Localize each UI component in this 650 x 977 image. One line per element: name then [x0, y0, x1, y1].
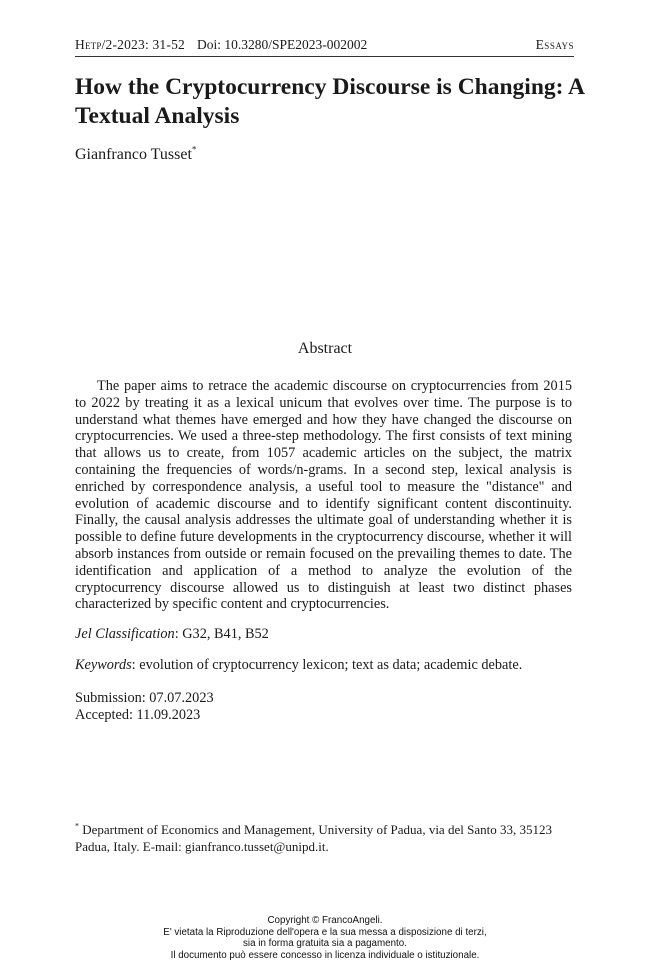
- footnote-mark: *: [75, 821, 79, 831]
- abstract-body: The paper aims to retrace the academic discourse on cryptocurrencies from 2015 to 2022 by treating it as a lexical unicum that evolves over time. The purpose is to understand what themes have emerged and how they have changed the discourse on cryptocurrencies. We used a three-step methodology. The first consists of text mining that allows us to create, from 1057 academic articles on the subject, the matrix containing the frequencies of words/n-grams. In a second step, lexical analysis is enriched by correspondence analysis, a useful tool to measure the "distance" and evolution of academic discourse and to identify significant content discontinuity. Finally, the causal analysis addresses the ultimate goal of understanding whether it is possible to define future developments in the cryptocurrency discourse, whether it will absorb instances from outside or remain focused on the prevailing themes to date. The identification and application of a method to analyze the evolution of the cryptocurrency discourse allowed us to distinguish at least two distinct phases characterized by specific content and cryptocurrencies.: [75, 378, 572, 613]
- running-header: [75, 36, 574, 57]
- keywords: [75, 657, 522, 674]
- jel-classification: [75, 626, 269, 643]
- paper-title: How the Cryptocurrency Discourse is Changing: A Textual Analysis: [75, 74, 584, 129]
- header-left: [75, 36, 367, 54]
- journal-reference: Hetp/2-2023: 31-52: [75, 37, 185, 52]
- copyright-notice: [0, 915, 650, 961]
- author-affiliation-footnote: [75, 822, 572, 855]
- footnote-text: Department of Economics and Management, University of Padua, via del Santo 33, 35123 Padua, Italy. E-mail: gianfranco.tusset@unipd.it.: [75, 822, 552, 854]
- keywords-label: Keywords: [75, 657, 132, 673]
- keywords-value: : evolution of cryptocurrency lexicon; text as data; academic debate.: [131, 657, 523, 673]
- abstract-heading: Abstract: [297, 340, 353, 357]
- copyright-line: Copyright © FrancoAngeli.: [267, 915, 383, 926]
- accepted-date: Accepted: 11.09.2023: [75, 707, 201, 723]
- jel-label: Jel Classification: [75, 626, 175, 642]
- doi-reference: Doi: 10.3280/SPE2023-002002: [196, 37, 368, 52]
- submission-date: Submission: 07.07.2023: [75, 690, 214, 706]
- author-line: [75, 146, 196, 164]
- jel-value: : G32, B41, B52: [174, 626, 269, 642]
- section-label: Essays: [535, 37, 574, 52]
- copyright-line: Il documento può essere concesso in licenza individuale o istituzionale.: [170, 949, 480, 961]
- copyright-line: sia in forma gratuita sia a pagamento.: [243, 938, 407, 950]
- author-name: Gianfranco Tusset: [75, 146, 192, 163]
- author-footnote-mark: *: [191, 144, 197, 155]
- copyright-line: E' vietata la Riproduzione dell'opera e la sua messa a disposizione di terzi,: [163, 926, 487, 938]
